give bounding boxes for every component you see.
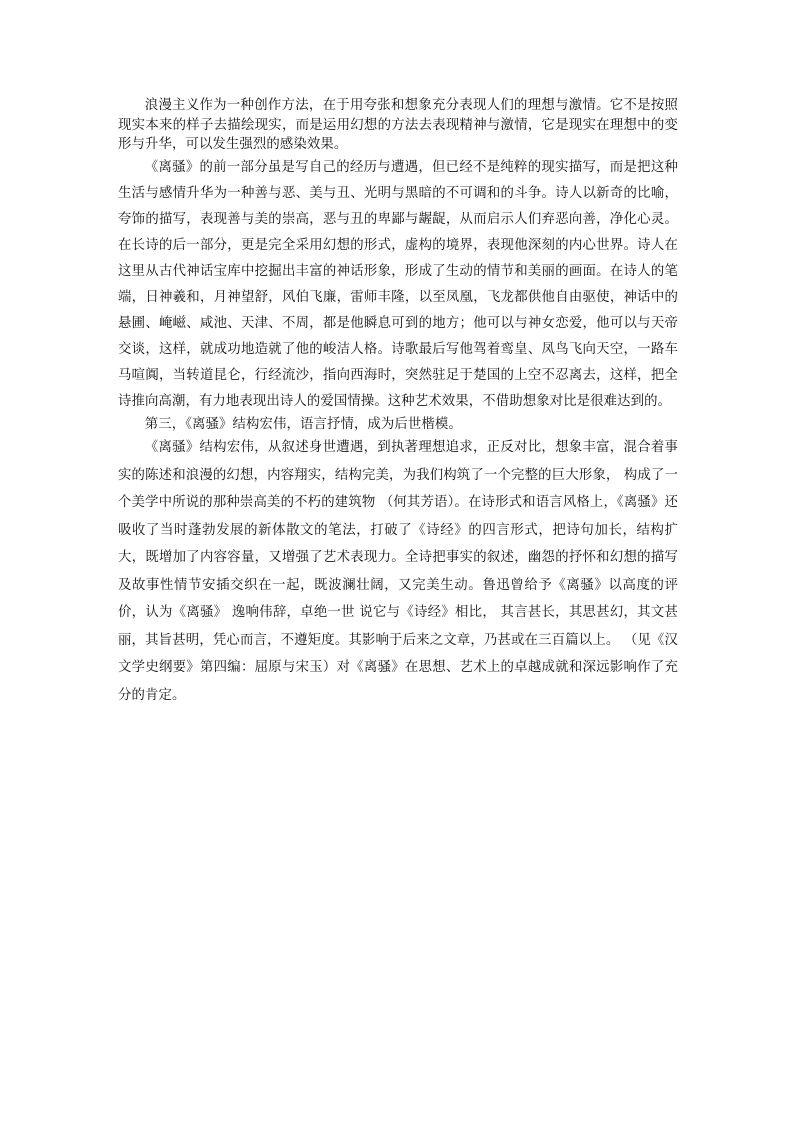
document-body <box>118 96 678 709</box>
paragraph-lisao-imagination: 《离骚》的前一部分虽是写自己的经历与遭遇，但已经不是纯粹的现实描写，而是把这种生活与感情升华为一种善与恶、美与丑、光明与黑暗的不可调和的斗争。诗人以新奇的比喻，夸饰的描写，表现善与美的崇高，恶与丑的卑鄙与龌龊，从而启示人们弃恶向善，净化心灵。在长诗的后一部分，更是完全采用幻想的形式，虚构的境界，表现他深刻的内心世界。诗人在这里从古代神话宝库中挖掘出丰富的神话形象，形成了生动的情节和美丽的画面。在诗人的笔端，日神羲和，月神望舒，风伯飞廉，雷师丰隆，以至凤凰，飞龙都供他自由驱使，神话中的悬圃、崦嵫、咸池、天津、不周，都是他瞬息可到的地方；他可以与神女恋爱，他可以与天帝交谈，这样，就成功地造就了他的峻洁人格。诗歌最后写他驾着鸾皇、凤鸟飞向天空，一路车马喧阗，当转道昆仑，行经流沙，指向西海时，突然驻足于楚国的上空不忍离去，这样，把全诗推向高潮，有力地表现出诗人的爱国情操。这种艺术效果，不借助想象对比是很难达到的。 <box>118 159 678 409</box>
paragraph-third-point: 第三，《离骚》结构宏伟，语言抒情，成为后世楷模。 <box>144 416 462 432</box>
paragraph-lisao-structure: 《离骚》结构宏伟，从叙述身世遭遇，到执著理想追求，正反对比，想象丰富，混合着事实的陈述和浪漫的幻想，内容翔实，结构完美，为我们构筑了一个完整的巨大形象， 构成了一个美学中所说的那种崇高美的不朽的建筑物 （何其芳语）。在诗形式和语言风格上，《离骚》还吸收了当时蓬勃发展的新体散文的笔法，打破了《诗经》的四言形式，把诗句加长，结构扩大，既增加了内容容量，又增强了艺术表现力。全诗把事实的叙述，幽怨的抒怀和幻想的描写及故事性情节安插交织在一起，既波澜壮阔，又完美生动。鲁迅曾给予《离骚》以高度的评价，认为《离骚》 逸响伟辞，卓绝一世 说它与《诗经》相比， 其言甚长，其思甚幻，其文甚丽，其旨甚明，凭心而言，不遵矩度。其影响于后来之文章，乃甚或在三百篇以上。 （见《汉文学史纲要》第四编：屈原与宋玉）对《离骚》在思想、艺术上的卓越成就和深远影响作了充分的肯定。 <box>118 440 678 703</box>
paragraph-romanticism-definition: 浪漫主义作为一种创作方法，在于用夸张和想象充分表现人们的理想与激情。它不是按照现实本来的样子去描绘现实，而是运用幻想的方法去表现精神与激情，它是现实在理想中的变形与升华，可以发生强烈的感染效果。 <box>118 98 678 152</box>
